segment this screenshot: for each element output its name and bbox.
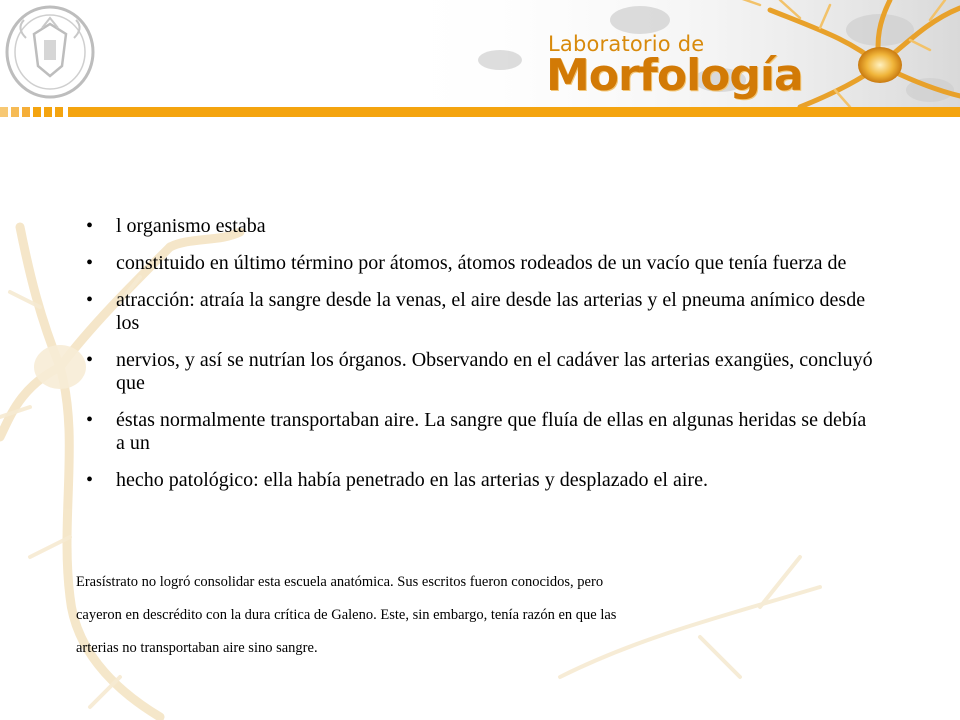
square-1 [0,107,8,117]
bullet-dot: • [86,215,94,237]
square-2 [11,107,19,117]
bullet-dot: • [86,289,94,311]
square-4 [33,107,41,117]
bullet-dot: • [86,469,94,491]
list-item [78,215,878,238]
list-item [78,289,878,335]
square-6 [55,107,63,117]
bullet-dot: • [86,252,94,274]
footnote-paragraph [76,566,836,665]
site-title [548,32,808,104]
bullet-dot: • [86,409,94,431]
bullet-text: nervios, y así se nutrían los órganos. Observando en el cadáver las arterias exangües, concluyó que [116,349,873,394]
square-3 [22,107,30,117]
bullet-list [78,215,878,506]
bullet-text: hecho patológico: ella había penetrado en las arterias y desplazado el aire. [116,469,708,491]
list-item [78,252,878,275]
list-item [78,349,878,395]
list-item [78,409,878,455]
neuron-banner-art [0,0,960,107]
header-banner [0,0,960,107]
list-item [78,469,878,492]
bullet-text: constituido en último término por átomos, átomos rodeados de un vacío que tenía fuerza de [116,252,847,274]
title-small-text: Laboratorio de [548,32,705,56]
bullet-text: éstas normalmente transportaban aire. La sangre que fluía de ellas en algunas heridas se debía a un [116,409,867,454]
footnote-line: Erasístrato no logró consolidar esta escuela anatómica. Sus escritos fueron conocidos, pero [76,574,604,590]
footnote-line: cayeron en descrédito con la dura crítica de Galeno. Este, sin embargo, tenía razón en que las [76,607,617,623]
bullet-text: l organismo estaba [116,215,266,237]
university-seal-icon [4,4,96,100]
footnote-line: arterias no transportaban aire sino sangre. [76,640,318,656]
bullet-dot: • [86,349,94,371]
title-big-text: Morfología [546,50,803,101]
square-5 [44,107,52,117]
decorative-squares [0,107,70,117]
orange-divider-bar [68,107,960,117]
bullet-text: atracción: atraía la sangre desde la venas, el aire desde las arterias y el pneuma anímico desde los [116,289,866,334]
